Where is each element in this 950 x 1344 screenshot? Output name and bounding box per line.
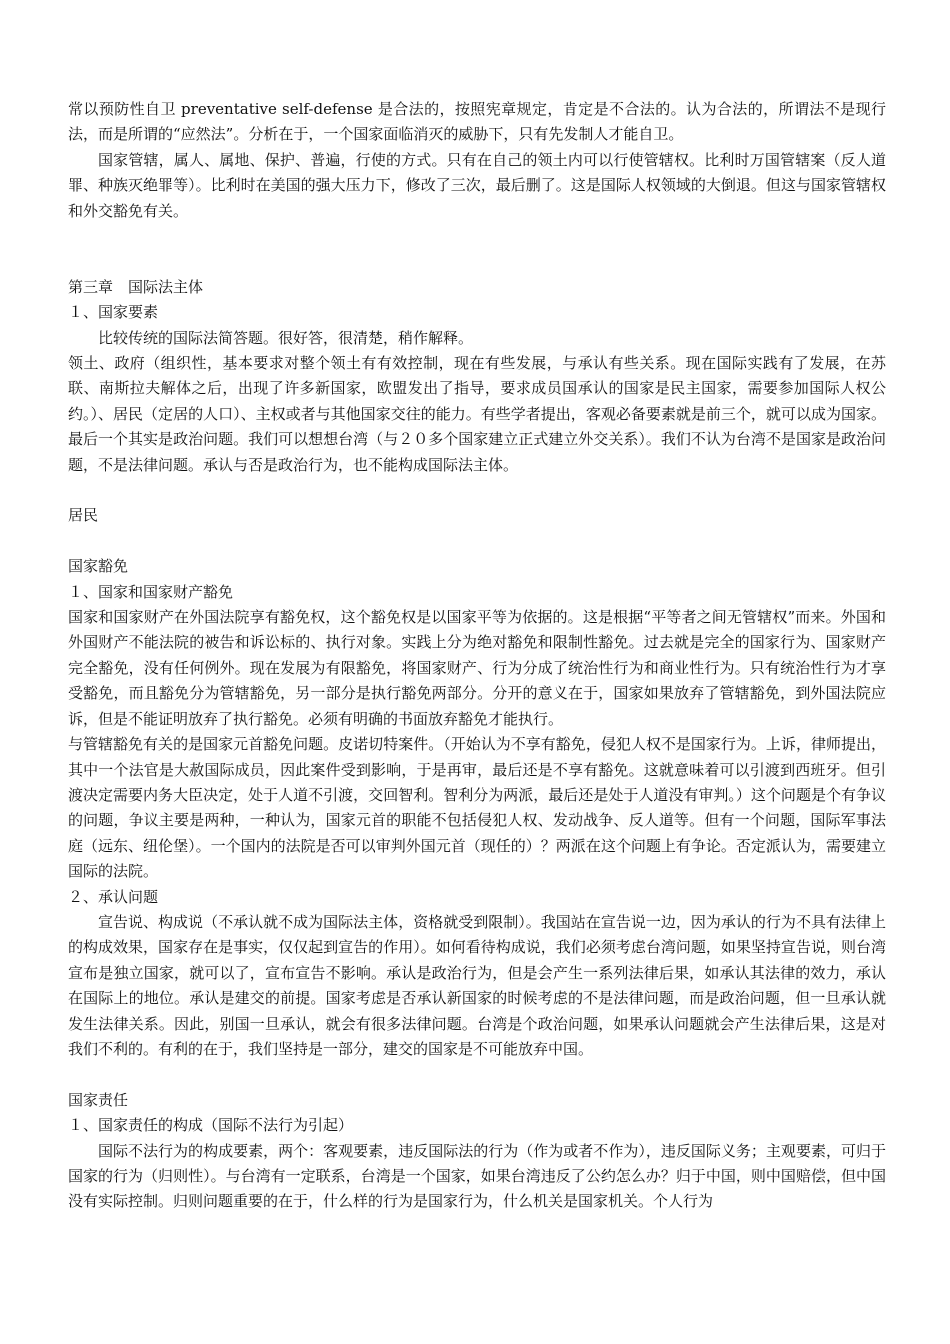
section-heading: １、国家要素	[68, 303, 159, 322]
paragraph: 国家和国家财产在外国法院享有豁免权，这个豁免权是以国家平等为依据的。这是根据“平等者之间无管辖权”而来。外国和外国财产不能法院的被告和诉讼标的、执行对象。实践上分为绝对豁免和限制性豁免。过去就是完全的国家行为、国家财产完全豁免，没有任何例外。现在发展为有限豁免，将国家财产、行为分成了统治性行为和商业性行为。只有统治性行为才享受豁免，而且豁免分为管辖豁免，另一部分是执行豁免两部分。分开的意义在于，国家如果放弃了管辖豁免，到外国法院应诉，但是不能证明放弃了执行豁免。必须有明确的书面放弃豁免才能执行。	[68, 608, 886, 728]
chapter-heading: 第三章 国际法主体	[68, 277, 204, 296]
blank-line	[68, 224, 886, 249]
blank-line	[68, 1062, 886, 1087]
section-heading: 国家豁免	[68, 557, 129, 576]
subsection-heading: ２、承认问题	[68, 887, 159, 906]
paragraph: 宣告说、构成说（不承认就不成为国际法主体，资格就受到限制）。我国站在宣告说一边，因为承认的行为不具有法律上的构成效果，国家存在是事实，仅仅起到宣告的作用）。如何看待构成说，我们必须考虑台湾问题，如果坚持宣告说，则台湾宣布是独立国家，就可以了，宣布宣告不影响。承认是政治行为，但是会产生一系列法律后果，如承认其法律的效力，承认在国际上的地位。承认是建交的前提。国家考虑是否承认新国家的时候考虑的不是法律问题，而是政治问题，但一旦承认就发生法律关系。因此，别国一旦承认，就会有很多法律问题。台湾是个政治问题，如果承认问题就会产生法律后果，这是对我们不利的。有利的在于，我们坚持是一部分，建交的国家是不可能放弃中国。	[68, 912, 886, 1058]
subsection-heading: １、国家责任的构成（国际不法行为引起）	[68, 1116, 354, 1135]
subsection-heading: １、国家和国家财产豁免	[68, 582, 234, 601]
section-heading: 国家责任	[68, 1090, 129, 1109]
section-heading: 居民	[68, 506, 99, 525]
document-page	[68, 97, 886, 1215]
blank-line	[68, 529, 886, 554]
paragraph: 比较传统的国际法简答题。很好答，很清楚，稍作解释。	[98, 328, 474, 347]
blank-line	[68, 478, 886, 503]
paragraph: 国际不法行为的构成要素，两个：客观要素，违反国际法的行为（作为或者不作为），违反国际义务；主观要素，可归于国家的行为（归则性）。与台湾有一定联系，台湾是一个国家，如果台湾违反了公约怎么办？归于中国，则中国赔偿，但中国没有实际控制。归则问题重要的在于，什么样的行为是国家行为，什么机关是国家机关。个人行为	[68, 1141, 886, 1211]
paragraph: 常以预防性自卫 preventative self-defense 是合法的，按照宪章规定，肯定是不合法的。认为合法的，所谓法不是现行法，而是所谓的“应然法”。分析在于，一个国家面临消灭的威胁下，只有先发制人才能自卫。	[68, 100, 886, 144]
paragraph: 与管辖豁免有关的是国家元首豁免问题。皮诺切特案件。（开始认为不享有豁免，侵犯人权不是国家行为。上诉，律师提出，其中一个法官是大赦国际成员，因此案件受到影响，于是再审，最后还是不享有豁免。这就意味着可以引渡到西班牙。但引渡决定需要内务大臣决定，处于人道不引渡，交回智利。智利分为两派，最后还是处于人道没有审判。）这个问题是个有争议的问题，争议主要是两种，一种认为，国家元首的职能不包括侵犯人权、发动战争、反人道等。但有一个问题，国际军事法庭（远东、纽伦堡）。一个国内的法院是否可以审判外国元首（现任的）？两派在这个问题上有争论。否定派认为，需要建立国际的法院。	[68, 735, 886, 881]
blank-line	[68, 249, 886, 274]
paragraph: 领土、政府（组织性，基本要求对整个领土有有效控制，现在有些发展，与承认有些关系。现在国际实践有了发展，在苏联、南斯拉夫解体之后，出现了许多新国家，欧盟发出了指导，要求成员国承认的国家是民主国家，需要参加国际人权公约。）、居民（定居的人口）、主权或者与其他国家交往的能力。有些学者提出，客观必备要素就是前三个，就可以成为国家。最后一个其实是政治问题。我们可以想想台湾（与２０多个国家建立正式建立外交关系）。我们不认为台湾不是国家是政治问题，不是法律问题。承认与否是政治行为，也不能构成国际法主体。	[68, 354, 886, 474]
paragraph: 国家管辖，属人、属地、保护、普遍，行使的方式。只有在自己的领土内可以行使管辖权。比利时万国管辖案（反人道罪、种族灭绝罪等）。比利时在美国的强大压力下，修改了三次，最后删了。这是国际人权领域的大倒退。但这与国家管辖权和外交豁免有关。	[68, 150, 886, 220]
